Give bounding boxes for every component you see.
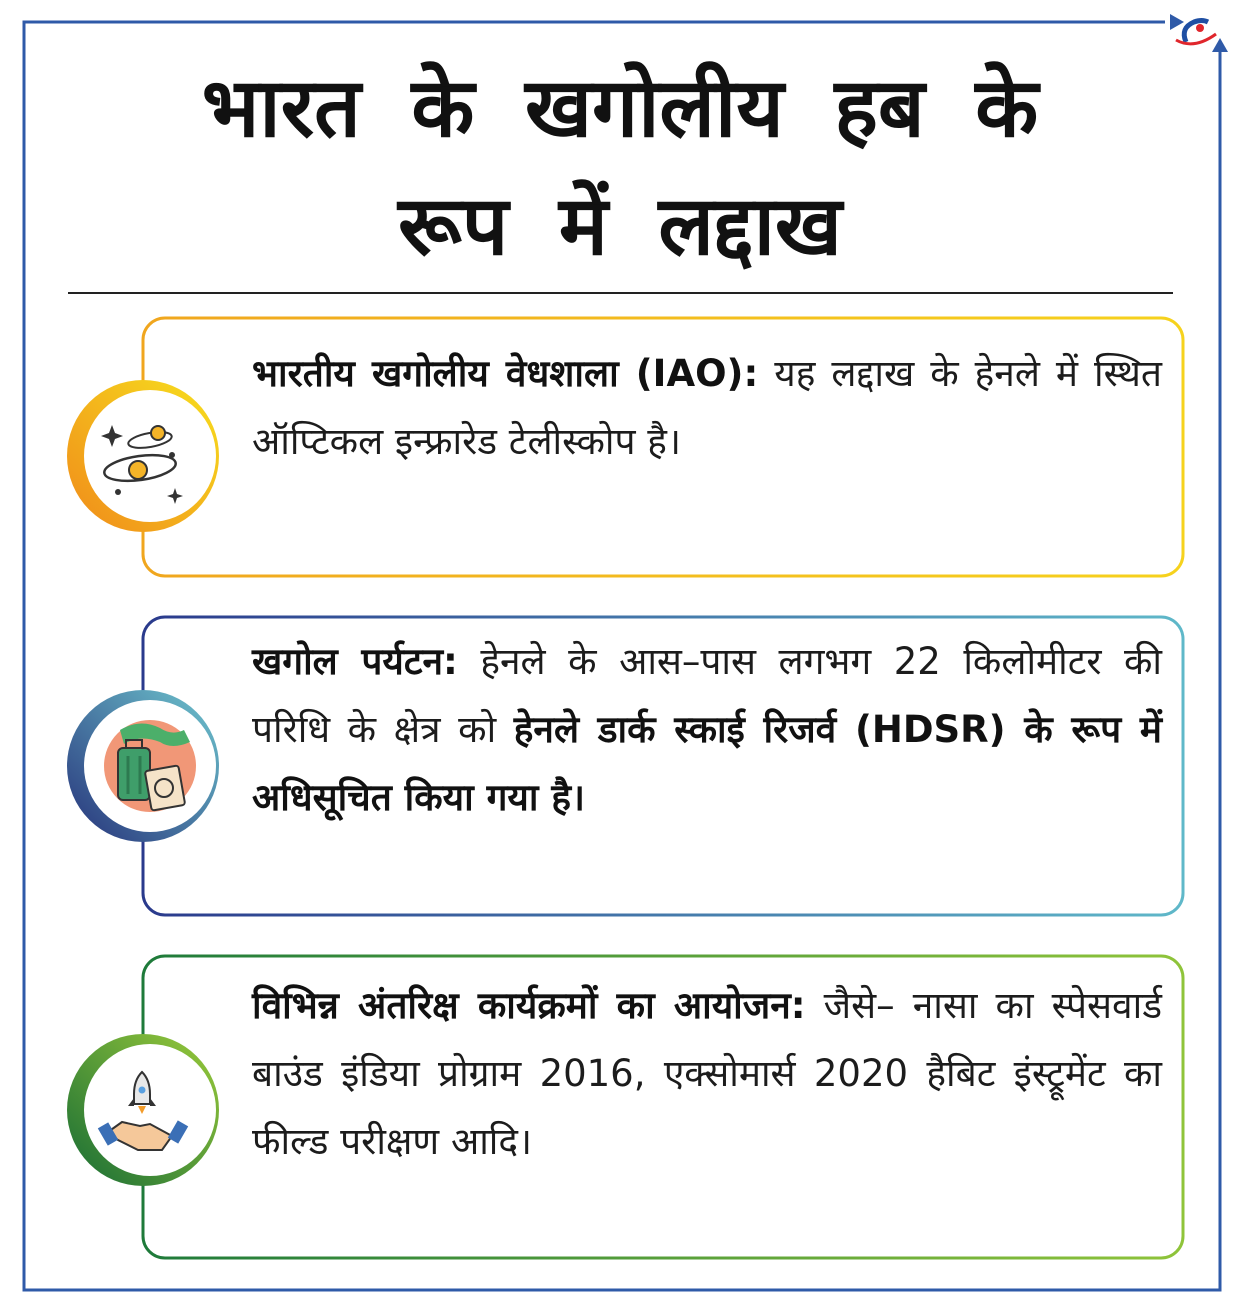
title-line-2: रूप में लद्दाख xyxy=(397,179,843,274)
card-3-body: जैसे– नासा का स्पेसवार्ड बाउंड इंडिया प्रोग्राम 2016, एक्सोमार्स 2020 हैबिट इंस्ट्रूमेंट का फील्ड परीक्षण आदि। xyxy=(252,984,1162,1163)
card-2-body-bold: हेनले डार्क स्काई रिजर्व (HDSR) के रूप में अधिसूचित किया गया है। xyxy=(252,708,1162,819)
card-1-text xyxy=(252,340,1162,476)
card-3-text xyxy=(252,972,1162,1176)
brand-logo xyxy=(1172,14,1220,54)
title-divider xyxy=(68,292,1173,294)
card-2-body: हेनले के आस–पास लगभग 22 किलोमीटर की परिधि के क्षेत्र को xyxy=(252,640,1163,751)
card-2-text xyxy=(252,628,1162,832)
galaxy-planets-icon xyxy=(67,380,219,532)
rocket-handshake-icon xyxy=(67,1034,219,1186)
travel-luggage-passport-icon xyxy=(67,690,219,842)
card-2-heading: खगोल पर्यटन: xyxy=(252,640,458,683)
card-1-heading: भारतीय खगोलीय वेधशाला (IAO): xyxy=(252,352,759,395)
card-3-heading: विभिन्न अंतरिक्ष कार्यक्रमों का आयोजन: xyxy=(252,984,806,1027)
title-line-1: भारत के खगोलीय हब के xyxy=(201,61,1039,156)
page-title xyxy=(60,50,1180,286)
card-1-body: यह लद्दाख के हेनले में स्थित ऑप्टिकल इन्फ्रारेड टेलीस्कोप है। xyxy=(252,352,1162,463)
